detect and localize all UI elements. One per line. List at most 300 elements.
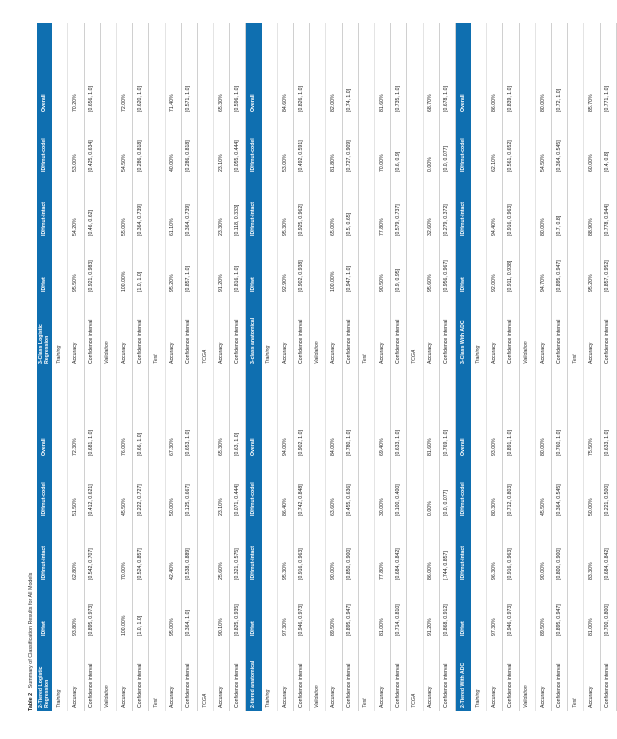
table-cell: 50.00%	[588, 498, 595, 516]
column-header: IDHmut-intact	[250, 545, 257, 580]
table-cell: [0.947, 1.0]	[346, 266, 353, 292]
table-row	[440, 23, 456, 367]
column-header: 2-tiered anatomical	[250, 660, 257, 708]
table-cell: Confidence interval	[136, 319, 143, 364]
table-cell: Accuracy	[539, 686, 546, 708]
table-row	[326, 367, 342, 711]
table-row	[278, 367, 294, 711]
table-cell: [0.6, 0.9]	[394, 151, 401, 172]
table-cell: [0.916, 0.963]	[507, 204, 514, 236]
table-row	[375, 367, 391, 711]
table-cell: Training	[265, 345, 272, 364]
column-header: IDHmut-intact	[40, 545, 47, 580]
column-header: IDHmut-codel	[40, 138, 47, 172]
column-header: Overall	[459, 438, 466, 456]
table-cell: 32.60%	[427, 218, 434, 236]
table-cell: Confidence interval	[346, 319, 353, 364]
table-cell: Accuracy	[72, 342, 79, 364]
table-cell: 81.00%	[588, 618, 595, 636]
table-cell: [0.72, 1.0]	[555, 88, 562, 112]
table-cell: 84.60%	[281, 94, 288, 112]
table-cell: Accuracy	[378, 686, 385, 708]
table-cell: 95.20%	[588, 274, 595, 292]
table-row	[375, 23, 391, 367]
table-row	[343, 23, 359, 367]
table-section-row	[149, 23, 165, 367]
table-cell: Confidence interval	[233, 663, 240, 708]
table-section-row	[52, 367, 68, 711]
table-cell: [0.222, 0.727]	[136, 484, 143, 516]
table-cell: 54.50%	[120, 154, 127, 172]
table-row	[294, 367, 310, 711]
column-header: 3-Class With ADC	[459, 320, 466, 364]
table-cell: [0.571, 1.0]	[185, 86, 192, 112]
table-cell: Test	[571, 698, 578, 708]
table-cell: 54.50%	[539, 154, 546, 172]
table-cell: [0.857, 1.0]	[185, 266, 192, 292]
table-cell: [0.279, 0.372]	[443, 204, 450, 236]
table-cell: Accuracy	[378, 342, 385, 364]
table-cell: Confidence interval	[507, 663, 514, 708]
table-cell: [0.538, 0.889]	[185, 548, 192, 580]
table-cell: [0.74, 1.0]	[346, 88, 353, 112]
column-header: IDHmut-codel	[459, 138, 466, 172]
table-section-row	[198, 367, 214, 711]
table-cell: 65.30%	[217, 438, 224, 456]
table-cell: [0.633, 1.0]	[604, 430, 611, 456]
table-cell: [0.0, 0.077]	[443, 146, 450, 172]
table-cell: [0.425, 0.634]	[88, 140, 95, 172]
table-cell: Test	[153, 354, 160, 364]
table-section-row	[52, 23, 68, 367]
table-cell: [0.946, 0.973]	[297, 604, 304, 636]
table-cell: Accuracy	[72, 686, 79, 708]
table-cell: 62.10%	[490, 154, 497, 172]
table-cell: [0.9, 0.95]	[394, 268, 401, 292]
table-cell: [0.684, 0.842]	[394, 548, 401, 580]
table-cell: 76.00%	[120, 438, 127, 456]
table-cell: [0.579, 0.737]	[394, 204, 401, 236]
table-section-row	[568, 367, 584, 711]
table-cell: TCGA	[411, 693, 418, 708]
table-cell: [0.735, 1.0]	[394, 86, 401, 112]
table-cell: [0.921, 0.983]	[88, 260, 95, 292]
column-header: 2-Tiered Logistic Regression	[37, 666, 50, 708]
table-cell: [1.0, 1.0]	[136, 615, 143, 636]
table-cell: 96.30%	[490, 562, 497, 580]
column-header: IDHwt	[250, 621, 257, 636]
table-cell: [0.286, 0.818]	[185, 140, 192, 172]
table-cell: Accuracy	[330, 686, 337, 708]
table-cell: [0.364, 0.545]	[555, 140, 562, 172]
table-cell: Training	[474, 345, 481, 364]
table-cell: Confidence interval	[507, 319, 514, 364]
table-cell: [0.778, 0.944]	[604, 204, 611, 236]
table-cell: [0.742, 0.848]	[297, 484, 304, 516]
table-cell: [0.125, 0.667]	[185, 484, 192, 516]
table-row	[117, 23, 133, 367]
table-row	[424, 23, 440, 367]
column-header: 3-class anatomical	[250, 317, 257, 364]
table-cell: 95.20%	[169, 274, 176, 292]
table-row	[68, 367, 84, 711]
table-cell: 23.30%	[217, 218, 224, 236]
table-cell: [0.286, 0.818]	[136, 140, 143, 172]
table-cell: 45.50%	[539, 498, 546, 516]
table-header-row	[37, 23, 52, 367]
table-row	[278, 23, 294, 367]
table-label: Table 2	[28, 692, 34, 711]
table-cell: [0.911, 0.938]	[507, 260, 514, 292]
table-cell: [0.656, 1.0]	[88, 86, 95, 112]
table-cell: [0.620, 1.0]	[136, 86, 143, 112]
table-cell: TCGA	[411, 349, 418, 364]
table-row	[85, 23, 101, 367]
column-header: Overall	[459, 94, 466, 112]
table-cell: [0.524, 0.857]	[136, 548, 143, 580]
table-cell: Training	[55, 689, 62, 708]
table-cell: [0.364, 0.739]	[136, 204, 143, 236]
table-cell: 86.00%	[490, 94, 497, 112]
table-cell: Accuracy	[588, 686, 595, 708]
table-row	[487, 367, 503, 711]
table-cell: [0.712, 0.803]	[507, 484, 514, 516]
table-section-row	[149, 367, 165, 711]
table-section-row	[520, 23, 536, 367]
table-cell: 94.70%	[539, 274, 546, 292]
table-cell: 70.20%	[72, 94, 79, 112]
column-header: IDHwt	[250, 277, 257, 292]
table-cell: 81.00%	[378, 618, 385, 636]
table-section-row	[198, 23, 214, 367]
column-header: IDHwt	[40, 277, 47, 292]
column-header: IDHwt	[459, 621, 466, 636]
column-header: IDHmut-codel	[250, 482, 257, 516]
table-cell: [0.780, 1.0]	[346, 430, 353, 456]
table-cell: [0.771, 1.0]	[604, 86, 611, 112]
table-cell: [0.925, 0.962]	[297, 204, 304, 236]
table-cell: 86.40%	[281, 498, 288, 516]
table-row	[503, 367, 519, 711]
table-cell: [0.7, 0.8]	[555, 215, 562, 236]
table-cell: [0.895, 0.947]	[555, 604, 562, 636]
results-table	[37, 23, 617, 711]
table-cell: [0.727, 0.909]	[346, 140, 353, 172]
table-row	[601, 367, 617, 711]
table-row	[182, 367, 198, 711]
table-cell: 55.00%	[120, 218, 127, 236]
table-cell: 80.00%	[539, 94, 546, 112]
table-section-row	[262, 23, 278, 367]
table-cell: [0.760, 1.0]	[555, 430, 562, 456]
table-row	[584, 367, 600, 711]
table-cell: [0.800, 0.900]	[555, 548, 562, 580]
table-cell: Training	[265, 689, 272, 708]
table-cell: 100.00%	[120, 271, 127, 292]
table-row	[440, 367, 456, 711]
table-cell: [0.678, 1.0]	[443, 86, 450, 112]
table-row	[133, 367, 149, 711]
table-cell: 90.00%	[539, 562, 546, 580]
table-cell: 90.10%	[217, 618, 224, 636]
table-cell: [0.66, 1.0]	[136, 432, 143, 456]
table-row	[182, 23, 198, 367]
table-row	[536, 23, 552, 367]
table-header-row	[37, 367, 52, 711]
table-cell: Confidence interval	[88, 319, 95, 364]
column-header: IDHmut-intact	[459, 545, 466, 580]
table-cell: 81.80%	[330, 154, 337, 172]
table-cell: 68.70%	[427, 94, 434, 112]
table-row	[487, 23, 503, 367]
table-cell: Accuracy	[120, 342, 127, 364]
table-cell: 93.80%	[72, 618, 79, 636]
table-cell: 61.10%	[169, 218, 176, 236]
table-cell: [0.816, 1.0]	[233, 266, 240, 292]
table-cell: Confidence interval	[394, 663, 401, 708]
table-cell: Confidence interval	[604, 663, 611, 708]
table-cell: Confidence interval	[88, 663, 95, 708]
table-left-half	[37, 367, 617, 711]
table-cell: [0.0, 0.077]	[443, 490, 450, 516]
table-cell: 77.80%	[378, 218, 385, 236]
table-cell: 75.50%	[588, 438, 595, 456]
table-section-row	[359, 367, 375, 711]
table-row	[601, 23, 617, 367]
table-cell: 97.30%	[281, 618, 288, 636]
table-cell: Training	[474, 689, 481, 708]
table-header-row	[246, 367, 261, 711]
table-cell: 95.00%	[169, 618, 176, 636]
table-cell: Confidence interval	[555, 663, 562, 708]
table-cell: [0.5, 0.65]	[346, 212, 353, 236]
table-cell: [0.714, 0.810]	[394, 604, 401, 636]
table-cell: TCGA	[201, 349, 208, 364]
table-cell: 94.00%	[281, 438, 288, 456]
column-header: IDHwt	[459, 277, 466, 292]
table-cell: Confidence interval	[346, 663, 353, 708]
table-cell: [0.412, 0.621]	[88, 484, 95, 516]
table-cell: 71.40%	[169, 94, 176, 112]
table-section-row	[101, 23, 117, 367]
table-cell: [0.826, 1.0]	[297, 86, 304, 112]
table-cell: [0.561, 0.652]	[507, 140, 514, 172]
table-row	[85, 367, 101, 711]
table-cell: Test	[571, 354, 578, 364]
table-cell: [0.916, 0.963]	[297, 548, 304, 580]
table-cell: [0.46, 0.62]	[88, 210, 95, 236]
column-header: IDHmut-codel	[40, 482, 47, 516]
table-cell: 80.30%	[490, 498, 497, 516]
table-cell: 62.80%	[72, 562, 79, 580]
table-cell: Validation	[313, 685, 320, 708]
table-cell: 95.30%	[281, 562, 288, 580]
table-cell: 72.30%	[72, 438, 79, 456]
table-cell: [0.596, 1.0]	[233, 86, 240, 112]
table-cell: 91.20%	[427, 618, 434, 636]
table-cell: Accuracy	[217, 342, 224, 364]
table-cell: Accuracy	[588, 342, 595, 364]
table-cell: 100.00%	[330, 271, 337, 292]
table-row	[230, 23, 246, 367]
table-cell: Accuracy	[427, 686, 434, 708]
table-cell: Confidence interval	[394, 319, 401, 364]
table-row	[584, 23, 600, 367]
table-cell: [0.364, 1.0]	[185, 610, 192, 636]
table-cell: [0.700, 0.800]	[604, 604, 611, 636]
table-row	[343, 367, 359, 711]
table-row	[68, 23, 84, 367]
table-cell: Confidence interval	[297, 663, 304, 708]
table-cell: 80.00%	[539, 218, 546, 236]
table-cell: [0.769, 1.0]	[443, 430, 450, 456]
table-cell: [0.681, 1.0]	[88, 430, 95, 456]
table-cell: [0.653, 1.0]	[185, 430, 192, 456]
table-cell: Accuracy	[490, 342, 497, 364]
table-cell: 95.30%	[281, 218, 288, 236]
table-cell: 93.00%	[490, 438, 497, 456]
table-cell: TCGA	[201, 693, 208, 708]
table-cell: 51.50%	[72, 498, 79, 516]
table-cell: [0.055, 0.444]	[233, 140, 240, 172]
table-cell: Validation	[104, 341, 111, 364]
table-cell: Accuracy	[490, 686, 497, 708]
table-cell: 95.60%	[427, 274, 434, 292]
table-cell: Accuracy	[169, 342, 176, 364]
table-cell: [0.492, 0.591]	[297, 140, 304, 172]
table-header-row	[456, 23, 471, 367]
table-section-row	[471, 23, 487, 367]
table-cell: Confidence interval	[185, 319, 192, 364]
table-cell: Confidence interval	[185, 663, 192, 708]
table-cell: Confidence interval	[136, 663, 143, 708]
table-cell: [0.100, 0.400]	[394, 484, 401, 516]
table-row	[326, 23, 342, 367]
table-cell: 91.20%	[217, 274, 224, 292]
table-cell: [0.868, 0.912]	[443, 604, 450, 636]
table-row	[391, 367, 407, 711]
table-section-row	[359, 23, 375, 367]
table-cell: 65.30%	[217, 94, 224, 112]
table-row	[166, 23, 182, 367]
table-cell: [0.684, 0.842]	[604, 548, 611, 580]
table-section-row	[407, 367, 423, 711]
table-cell: Accuracy	[281, 342, 288, 364]
column-header: 3-Class Logistic Regression	[37, 324, 50, 364]
table-row	[503, 23, 519, 367]
table-cell: 50.00%	[169, 498, 176, 516]
table-cell: [0.895, 0.947]	[555, 260, 562, 292]
table-cell: [0.916, 0.963]	[507, 548, 514, 580]
table-cell: 92.00%	[490, 274, 497, 292]
table-section-row	[310, 23, 326, 367]
table-section-row	[520, 367, 536, 711]
table-cell: 67.30%	[169, 438, 176, 456]
table-cell: [0.895, 0.947]	[346, 604, 353, 636]
table-cell: [0.850, 0.900]	[346, 548, 353, 580]
table-cell: [0.118, 0.333]	[233, 204, 240, 236]
table-cell: 42.40%	[169, 562, 176, 580]
table-cell: [0.071, 0.444]	[233, 484, 240, 516]
table-cell: Test	[153, 698, 160, 708]
column-header: IDHmut-intact	[459, 201, 466, 236]
table-cell: 53.00%	[72, 154, 79, 172]
table-cell: 77.80%	[378, 562, 385, 580]
table-row	[214, 367, 230, 711]
table-caption	[28, 573, 34, 711]
table-section-row	[101, 367, 117, 711]
table-cell: 82.00%	[330, 94, 337, 112]
table-cell: Test	[362, 698, 369, 708]
column-header: 2-Tiered With ADC	[459, 662, 466, 708]
column-header: Overall	[250, 438, 257, 456]
table-cell: 30.00%	[378, 498, 385, 516]
table-cell: Accuracy	[169, 686, 176, 708]
table-cell: Confidence interval	[443, 319, 450, 364]
table-cell: [0.4, 0.8]	[604, 151, 611, 172]
table-cell: Accuracy	[539, 342, 546, 364]
table-cell: 90.50%	[378, 274, 385, 292]
table-cell: 92.90%	[281, 274, 288, 292]
table-cell: [0.455, 0.636]	[346, 484, 353, 516]
table-row	[552, 367, 568, 711]
table-cell: Confidence interval	[604, 319, 611, 364]
table-cell: 86.00%	[427, 562, 434, 580]
table-cell: [0.946, 0.973]	[507, 604, 514, 636]
table-cell: [0.956, 0.967]	[443, 260, 450, 292]
table-cell: Test	[362, 354, 369, 364]
table-cell: Confidence interval	[555, 319, 562, 364]
column-header: IDHmut-codel	[459, 482, 466, 516]
table-section-row	[471, 367, 487, 711]
table-section-row	[310, 367, 326, 711]
table-cell: 100.00%	[120, 615, 127, 636]
table-cell: 90.00%	[330, 562, 337, 580]
table-cell: [0.63, 1.0]	[233, 432, 240, 456]
table-cell: 63.60%	[330, 498, 337, 516]
table-cell: Validation	[313, 341, 320, 364]
table-section-row	[407, 23, 423, 367]
table-cell: 60.00%	[588, 154, 595, 172]
table-cell: 70.00%	[120, 562, 127, 580]
table-cell: Confidence interval	[443, 663, 450, 708]
table-cell: 89.50%	[330, 618, 337, 636]
table-row	[214, 23, 230, 367]
table-cell: 40.00%	[169, 154, 176, 172]
column-header: IDHmut-intact	[40, 201, 47, 236]
column-header: Overall	[40, 94, 47, 112]
table-header-row	[246, 23, 261, 367]
table-cell: [0.364, 0.545]	[555, 484, 562, 516]
table-cell: Training	[55, 345, 62, 364]
table-cell: [0.839, 1.0]	[507, 86, 514, 112]
table-cell: Accuracy	[120, 686, 127, 708]
table-cell: 81.60%	[378, 94, 385, 112]
table-row	[391, 23, 407, 367]
table-right-half	[37, 23, 617, 367]
table-cell: Accuracy	[427, 342, 434, 364]
table-cell: Validation	[104, 685, 111, 708]
table-cell: Accuracy	[217, 686, 224, 708]
table-cell: [.744, 0.857]	[443, 551, 450, 580]
table-row	[166, 367, 182, 711]
table-cell: 25.60%	[217, 562, 224, 580]
table-cell: 70.00%	[378, 154, 385, 172]
table-cell: 0.00%	[427, 157, 434, 172]
table-cell: Validation	[523, 685, 530, 708]
table-cell: 45.50%	[120, 498, 127, 516]
column-header: IDHwt	[40, 621, 47, 636]
